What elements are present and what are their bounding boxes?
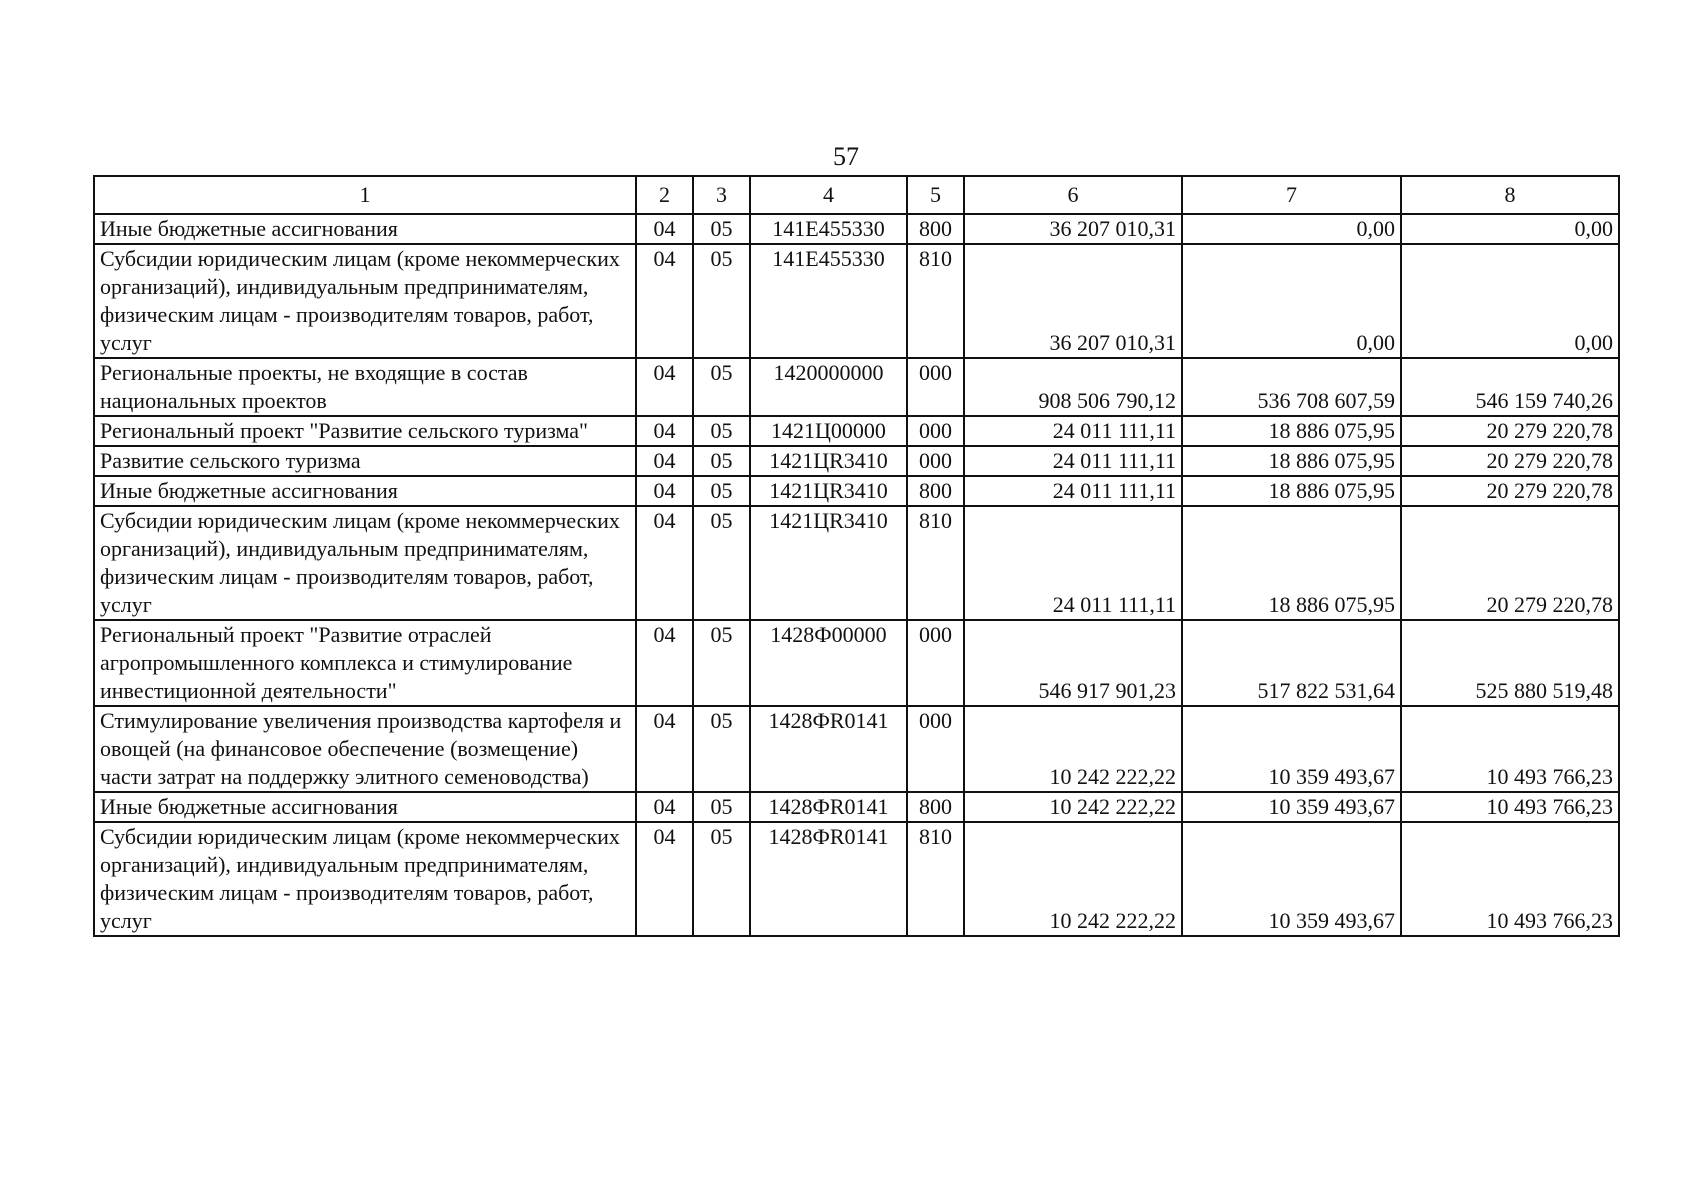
row-amount-6: 36 207 010,31: [964, 244, 1182, 358]
row-expense-type: 810: [907, 244, 964, 358]
row-target-code: 1421ЦR3410: [750, 476, 907, 506]
row-target-code: 1421Ц00000: [750, 416, 907, 446]
table-row: [94, 244, 1619, 358]
row-expense-type: 000: [907, 446, 964, 476]
row-amount-6: 24 011 111,11: [964, 506, 1182, 620]
header-cell-1: 1: [94, 176, 636, 214]
header-row: [94, 176, 1619, 214]
row-amount-7: 536 708 607,59: [1182, 358, 1401, 416]
row-name: Региональный проект "Развитие отраслей агропромышленного комплекса и стимулирование инвестиционной деятельности": [94, 620, 636, 706]
row-section: 04: [636, 822, 693, 936]
table-row: [94, 214, 1619, 244]
table-row: [94, 620, 1619, 706]
table-row: [94, 506, 1619, 620]
row-subsection: 05: [693, 506, 750, 620]
row-subsection: 05: [693, 476, 750, 506]
row-target-code: 1428ФR0141: [750, 706, 907, 792]
row-amount-6: 908 506 790,12: [964, 358, 1182, 416]
header-cell-3: 3: [693, 176, 750, 214]
row-target-code: 1428Ф00000: [750, 620, 907, 706]
row-expense-type: 810: [907, 506, 964, 620]
header-cell-7: 7: [1182, 176, 1401, 214]
row-amount-7: 18 886 075,95: [1182, 446, 1401, 476]
row-name: Субсидии юридическим лицам (кроме некоммерческих организаций), индивидуальным предпринимателям, физическим лицам - производителям товаров, работ, услуг: [94, 244, 636, 358]
row-expense-type: 000: [907, 706, 964, 792]
row-section: 04: [636, 446, 693, 476]
row-amount-8: 10 493 766,23: [1401, 706, 1619, 792]
row-amount-8: 0,00: [1401, 244, 1619, 358]
row-amount-8: 20 279 220,78: [1401, 446, 1619, 476]
row-section: 04: [636, 792, 693, 822]
row-amount-8: 546 159 740,26: [1401, 358, 1619, 416]
row-subsection: 05: [693, 416, 750, 446]
row-amount-6: 24 011 111,11: [964, 476, 1182, 506]
page-number: 57: [833, 142, 859, 171]
row-expense-type: 800: [907, 476, 964, 506]
row-amount-7: 10 359 493,67: [1182, 822, 1401, 936]
row-subsection: 05: [693, 244, 750, 358]
row-name: Региональные проекты, не входящие в состав национальных проектов: [94, 358, 636, 416]
row-amount-8: 20 279 220,78: [1401, 476, 1619, 506]
row-name: Стимулирование увеличения производства картофеля и овощей (на финансовое обеспечение (возмещение) части затрат на поддержку элитного семеноводства): [94, 706, 636, 792]
row-section: 04: [636, 358, 693, 416]
row-target-code: 1420000000: [750, 358, 907, 416]
row-subsection: 05: [693, 822, 750, 936]
row-amount-8: 20 279 220,78: [1401, 416, 1619, 446]
row-amount-8: 20 279 220,78: [1401, 506, 1619, 620]
header-cell-4: 4: [750, 176, 907, 214]
table-row: [94, 358, 1619, 416]
table-row: [94, 792, 1619, 822]
row-name: Иные бюджетные ассигнования: [94, 792, 636, 822]
row-expense-type: 810: [907, 822, 964, 936]
row-amount-7: 517 822 531,64: [1182, 620, 1401, 706]
row-amount-7: 0,00: [1182, 214, 1401, 244]
row-amount-6: 36 207 010,31: [964, 214, 1182, 244]
row-section: 04: [636, 416, 693, 446]
budget-table: [93, 175, 1620, 937]
row-amount-8: 525 880 519,48: [1401, 620, 1619, 706]
row-target-code: 1428ФR0141: [750, 822, 907, 936]
row-amount-8: 10 493 766,23: [1401, 822, 1619, 936]
row-amount-7: 18 886 075,95: [1182, 476, 1401, 506]
row-target-code: 141E455330: [750, 244, 907, 358]
row-subsection: 05: [693, 446, 750, 476]
table-row: [94, 822, 1619, 936]
row-section: 04: [636, 620, 693, 706]
header-cell-5: 5: [907, 176, 964, 214]
row-name: Иные бюджетные ассигнования: [94, 214, 636, 244]
row-target-code: 141E455330: [750, 214, 907, 244]
row-amount-6: 10 242 222,22: [964, 822, 1182, 936]
row-amount-8: 10 493 766,23: [1401, 792, 1619, 822]
row-amount-7: 10 359 493,67: [1182, 792, 1401, 822]
row-amount-7: 18 886 075,95: [1182, 416, 1401, 446]
row-subsection: 05: [693, 620, 750, 706]
row-expense-type: 800: [907, 214, 964, 244]
row-target-code: 1421ЦR3410: [750, 506, 907, 620]
row-subsection: 05: [693, 706, 750, 792]
row-section: 04: [636, 506, 693, 620]
row-expense-type: 000: [907, 416, 964, 446]
row-name: Развитие сельского туризма: [94, 446, 636, 476]
row-amount-6: 10 242 222,22: [964, 706, 1182, 792]
header-cell-2: 2: [636, 176, 693, 214]
table-row: [94, 446, 1619, 476]
row-name: Региональный проект "Развитие сельского туризма": [94, 416, 636, 446]
row-amount-7: 0,00: [1182, 244, 1401, 358]
row-amount-6: 546 917 901,23: [964, 620, 1182, 706]
row-section: 04: [636, 706, 693, 792]
header-cell-6: 6: [964, 176, 1182, 214]
row-amount-7: 10 359 493,67: [1182, 706, 1401, 792]
row-amount-7: 18 886 075,95: [1182, 506, 1401, 620]
row-expense-type: 800: [907, 792, 964, 822]
row-subsection: 05: [693, 214, 750, 244]
row-target-code: 1428ФR0141: [750, 792, 907, 822]
row-subsection: 05: [693, 358, 750, 416]
table-row: [94, 416, 1619, 446]
row-subsection: 05: [693, 792, 750, 822]
row-section: 04: [636, 476, 693, 506]
row-expense-type: 000: [907, 620, 964, 706]
row-amount-6: 10 242 222,22: [964, 792, 1182, 822]
row-amount-6: 24 011 111,11: [964, 446, 1182, 476]
row-name: Субсидии юридическим лицам (кроме некоммерческих организаций), индивидуальным предпринимателям, физическим лицам - производителям товаров, работ, услуг: [94, 506, 636, 620]
table-row: [94, 476, 1619, 506]
row-name: Субсидии юридическим лицам (кроме некоммерческих организаций), индивидуальным предпринимателям, физическим лицам - производителям товаров, работ, услуг: [94, 822, 636, 936]
row-target-code: 1421ЦR3410: [750, 446, 907, 476]
row-expense-type: 000: [907, 358, 964, 416]
row-section: 04: [636, 244, 693, 358]
row-amount-6: 24 011 111,11: [964, 416, 1182, 446]
header-cell-8: 8: [1401, 176, 1619, 214]
row-section: 04: [636, 214, 693, 244]
table-row: [94, 706, 1619, 792]
row-amount-8: 0,00: [1401, 214, 1619, 244]
row-name: Иные бюджетные ассигнования: [94, 476, 636, 506]
